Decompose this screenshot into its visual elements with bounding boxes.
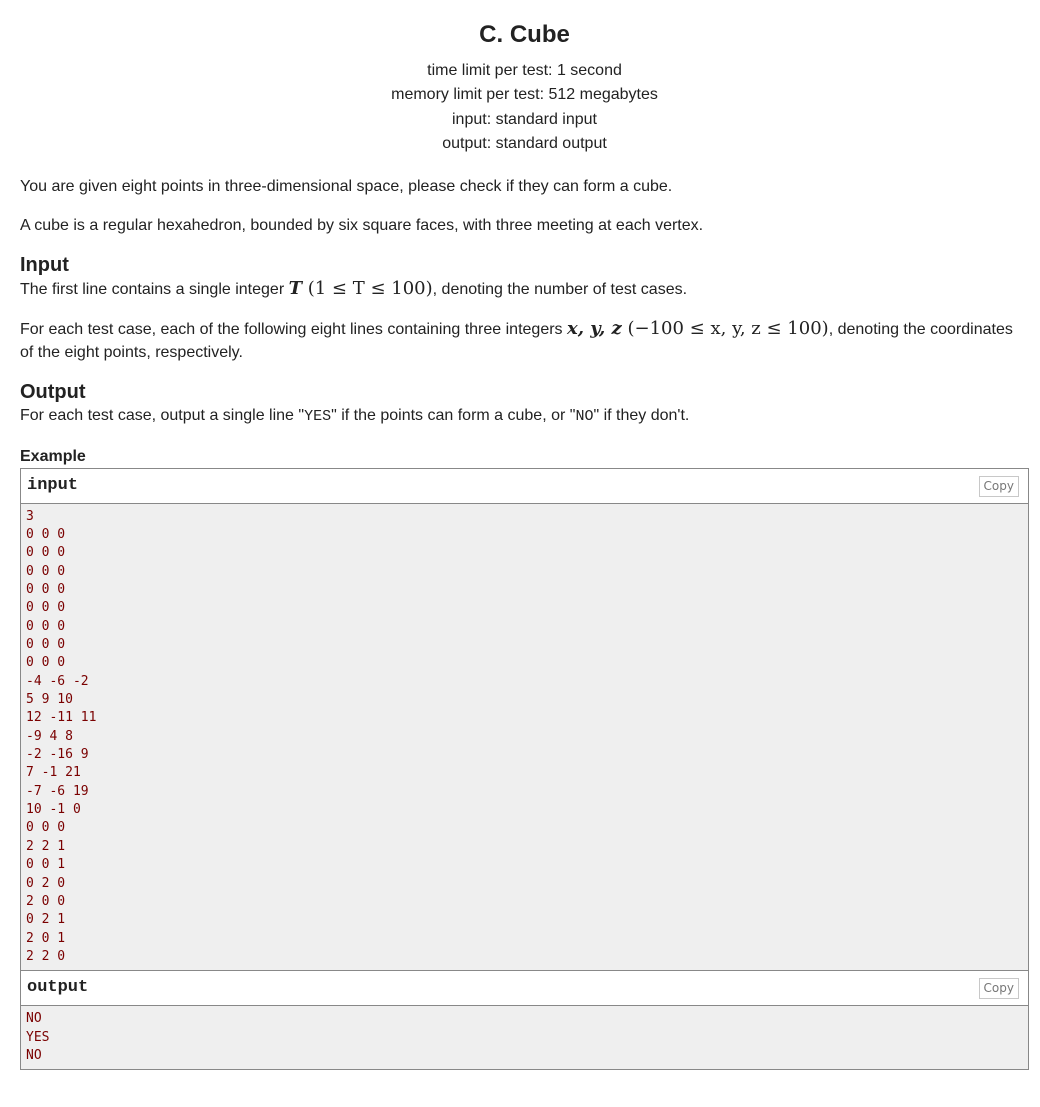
code-line: 0 0 0 xyxy=(26,637,66,653)
output-block xyxy=(21,1006,1028,1069)
time-limit xyxy=(20,59,1029,83)
memory-limit xyxy=(20,83,1029,107)
statement-paragraph: A cube is a regular hexahedron, bounded by six square faces, with three meeting at each vertex. xyxy=(20,216,704,234)
text: For each test case, output a single line " xyxy=(20,406,305,424)
math-var: T xyxy=(288,277,302,299)
example-title: Example xyxy=(20,447,86,465)
input-paragraph-1 xyxy=(20,277,1029,301)
code-line: NO xyxy=(26,1011,42,1027)
code-line: 0 0 0 xyxy=(26,618,66,634)
output-header xyxy=(21,970,1028,1006)
problem-header xyxy=(20,0,1029,157)
copy-input-button[interactable]: Copy xyxy=(979,476,1019,497)
limit-key: input: xyxy=(452,110,492,128)
code-line: 0 0 1 xyxy=(26,857,66,873)
code-line: 0 0 0 xyxy=(26,526,66,542)
code-line: 0 0 0 xyxy=(26,563,66,579)
code-line: 0 0 0 xyxy=(26,820,66,836)
code-line: 0 0 0 xyxy=(26,582,66,597)
output-section-title: Output xyxy=(20,380,86,403)
math-variable xyxy=(289,278,433,299)
copy-output-button[interactable]: Copy xyxy=(979,978,1019,999)
input-label: input xyxy=(27,475,79,495)
code-line: 2 0 1 xyxy=(26,930,66,946)
text: The first line contains a single integer xyxy=(20,280,289,298)
problem-title: C. Cube xyxy=(479,21,570,48)
input-header xyxy=(21,469,1028,504)
limits-block xyxy=(20,59,1029,157)
limit-value: 1 second xyxy=(556,62,622,79)
limit-value: 512 megabytes xyxy=(548,86,658,104)
text: , denoting the number of test cases. xyxy=(432,280,688,298)
yes-token: YES xyxy=(304,407,332,425)
code-line: YES xyxy=(26,1029,50,1045)
code-line: -2 -16 9 xyxy=(26,747,89,763)
math-var: x, y, z xyxy=(567,317,622,339)
code-line: 12 -11 11 xyxy=(26,710,97,726)
code-line: 0 2 1 xyxy=(26,912,66,928)
code-line: 0 0 0 xyxy=(26,600,66,616)
limit-value: standard output xyxy=(495,135,607,153)
code-line: 0 0 0 xyxy=(26,545,66,561)
code-line: 0 2 0 xyxy=(26,875,66,891)
code-line: 3 xyxy=(26,508,34,524)
limit-key: output: xyxy=(442,135,492,153)
no-token: NO xyxy=(575,407,594,425)
problem-statement xyxy=(20,0,1029,1070)
sample-test xyxy=(20,468,1029,1071)
code-line: 7 -1 21 xyxy=(26,765,81,781)
math-range: (−100 ≤ x, y, z ≤ 100) xyxy=(627,317,829,339)
math-variables xyxy=(567,318,829,339)
math-range: (1 ≤ T ≤ 100) xyxy=(307,277,433,299)
output-label: output xyxy=(27,978,89,998)
limit-key: time limit per test: xyxy=(427,62,553,79)
code-line: 2 0 0 xyxy=(26,893,66,909)
code-line: 0 0 0 xyxy=(26,655,66,671)
statement-paragraph: You are given eight points in three-dimensional space, please check if they can form a cube. xyxy=(20,177,673,195)
input-file xyxy=(20,108,1029,132)
input-section-title: Input xyxy=(20,253,69,276)
code-line: 5 9 10 xyxy=(26,692,73,708)
input-paragraph-2 xyxy=(20,317,1029,364)
code-line: NO xyxy=(26,1047,42,1063)
code-line: 10 -1 0 xyxy=(26,802,81,818)
code-line: -9 4 8 xyxy=(26,728,73,744)
text: " if they don't. xyxy=(593,406,690,424)
output-paragraph xyxy=(20,404,1029,428)
output-file xyxy=(20,132,1029,156)
code-line: 2 2 1 xyxy=(26,838,66,854)
input-block xyxy=(21,504,1028,971)
code-line: -7 -6 19 xyxy=(26,783,89,799)
limit-key: memory limit per test: xyxy=(391,86,545,104)
text: , denoting the coordinates of the eight points, respectively. xyxy=(20,320,1013,361)
text: For each test case, each of the following eight lines containing three integers xyxy=(20,320,567,338)
code-line: 2 2 0 xyxy=(26,948,66,964)
text: " if the points can form a cube, or " xyxy=(331,406,576,424)
code-line: -4 -6 -2 xyxy=(26,673,89,689)
limit-value: standard input xyxy=(495,110,597,128)
